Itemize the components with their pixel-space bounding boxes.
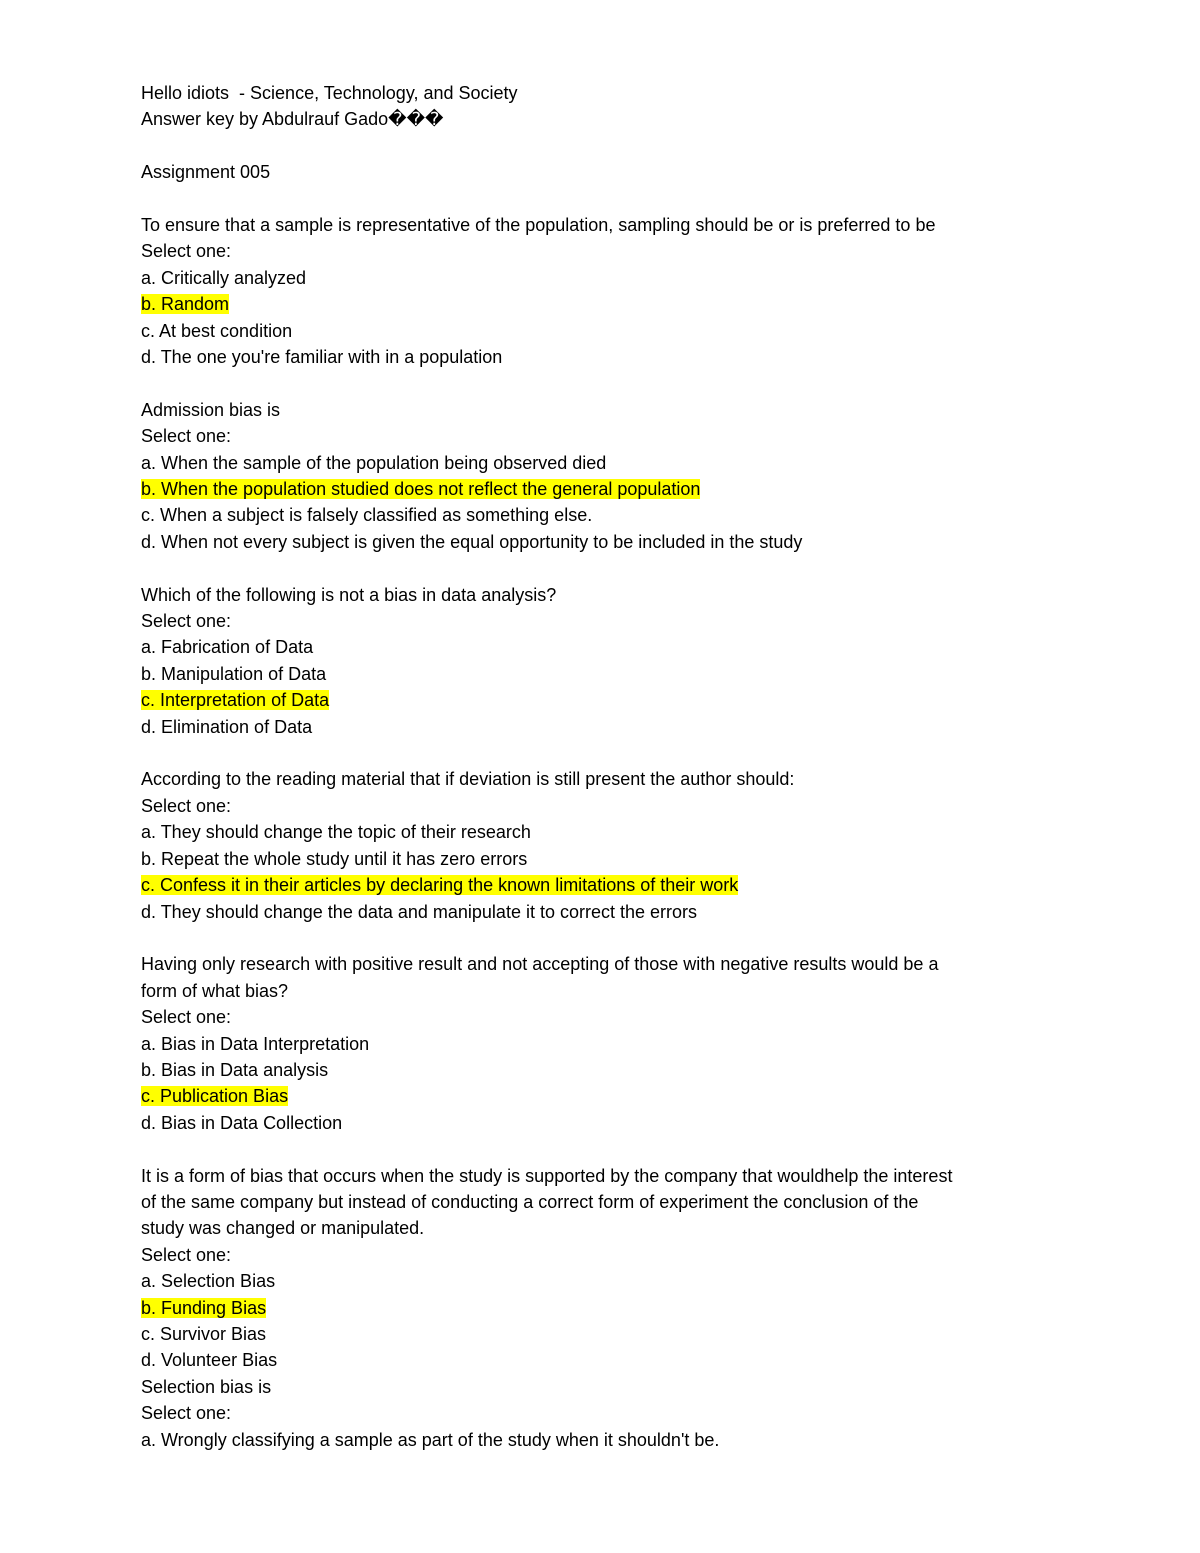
answer-option-correct	[141, 1295, 1061, 1321]
answer-option-text: a. Bias in Data Interpretation	[141, 1033, 370, 1054]
answer-option-text: b. Funding Bias	[141, 1297, 267, 1318]
question-prompt: Having only research with positive result and not accepting of those with negative results would be a	[141, 954, 939, 975]
answer-option	[141, 1427, 1061, 1453]
blank-line	[141, 555, 1061, 581]
answer-option-text: c. Confess it in their articles by declaring the known limitations of their work	[141, 875, 739, 896]
answer-option	[141, 899, 1061, 925]
question-prompt: Admission bias is	[141, 399, 281, 420]
blank-line	[141, 133, 1061, 159]
question-block	[141, 212, 1061, 370]
select-one-label: Select one:	[141, 426, 232, 447]
answer-option	[141, 450, 1061, 476]
answer-option	[141, 1321, 1061, 1347]
answer-option-text: a. When the sample of the population being observed died	[141, 452, 607, 473]
blank-line	[141, 1136, 1061, 1162]
blank-line	[141, 370, 1061, 396]
answer-option-text: b. Manipulation of Data	[141, 663, 327, 684]
answer-option-text: a. Selection Bias	[141, 1271, 276, 1292]
answer-option	[141, 318, 1061, 344]
answer-option-text: a. Wrongly classifying a sample as part of the study when it shouldn't be.	[141, 1429, 720, 1450]
answer-option-correct	[141, 291, 1061, 317]
answer-option	[141, 344, 1061, 370]
answer-option-text: d. Elimination of Data	[141, 716, 313, 737]
question-block	[141, 582, 1061, 740]
question-prompt: study was changed or manipulated.	[141, 1218, 425, 1239]
answer-option	[141, 1110, 1061, 1136]
answer-option-text: d. Bias in Data Collection	[141, 1112, 343, 1133]
question-block	[141, 1374, 1061, 1453]
question-prompt: To ensure that a sample is representative of the population, sampling should be or is preferred to be	[141, 215, 936, 235]
answer-option	[141, 661, 1061, 687]
answer-option-text: c. Interpretation of Data	[141, 690, 330, 711]
answer-option-text: b. Random	[141, 294, 230, 315]
answer-option-text: b. Bias in Data analysis	[141, 1059, 329, 1080]
answer-option-correct	[141, 872, 1061, 898]
answer-option-text: b. When the population studied does not reflect the general population	[141, 479, 701, 500]
assignment-label: Assignment 005	[141, 162, 271, 183]
answer-option	[141, 846, 1061, 872]
select-one-label: Select one:	[141, 1403, 232, 1424]
answer-option	[141, 1347, 1061, 1373]
answer-option-correct	[141, 1083, 1061, 1109]
answer-option-text: b. Repeat the whole study until it has zero errors	[141, 848, 528, 869]
question-prompt: According to the reading material that if deviation is still present the author should:	[141, 769, 795, 790]
answer-option-text: d. Volunteer Bias	[141, 1350, 278, 1371]
answer-option-text: d. The one you're familiar with in a population	[141, 347, 503, 368]
question-prompt: form of what bias?	[141, 980, 289, 1001]
select-one-label: Select one:	[141, 1244, 232, 1265]
answer-option-correct	[141, 687, 1061, 713]
blank-line	[141, 925, 1061, 951]
answer-option	[141, 714, 1061, 740]
answer-option-text: c. Survivor Bias	[141, 1323, 267, 1344]
question-prompt: Selection bias is	[141, 1376, 272, 1397]
select-one-label: Select one:	[141, 241, 232, 262]
select-one-label: Select one:	[141, 1007, 232, 1028]
document-title: Hello idiots - Science, Technology, and Society	[141, 83, 518, 103]
answer-option	[141, 819, 1061, 845]
answer-option-text: c. At best condition	[141, 320, 293, 341]
question-prompt: It is a form of bias that occurs when the study is supported by the company that wouldhelp the interest	[141, 1165, 953, 1186]
answer-option-text: c. Publication Bias	[141, 1086, 289, 1107]
question-prompt: of the same company but instead of conducting a correct form of experiment the conclusion of the	[141, 1191, 919, 1212]
question-prompt: Which of the following is not a bias in data analysis?	[141, 584, 557, 605]
blank-line	[141, 740, 1061, 766]
answer-option	[141, 1268, 1061, 1294]
answer-option-text: a. Fabrication of Data	[141, 637, 314, 658]
answer-option-text: c. When a subject is falsely classified as something else.	[141, 505, 593, 526]
question-block	[141, 951, 1061, 1136]
document-author: Answer key by Abdulrauf Gado���	[141, 109, 444, 130]
select-one-label: Select one:	[141, 611, 232, 632]
answer-option-text: d. They should change the data and manipulate it to correct the errors	[141, 901, 698, 922]
answer-option-text: a. Critically analyzed	[141, 267, 307, 288]
answer-option-text: d. When not every subject is given the equal opportunity to be included in the study	[141, 531, 803, 552]
answer-option-correct	[141, 476, 1061, 502]
question-block	[141, 1163, 1061, 1374]
question-block	[141, 766, 1061, 924]
answer-option	[141, 1057, 1061, 1083]
question-list	[141, 212, 1061, 1453]
answer-option	[141, 1031, 1061, 1057]
select-one-label: Select one:	[141, 795, 232, 816]
answer-option	[141, 634, 1061, 660]
document-body	[141, 80, 1061, 1453]
answer-option	[141, 529, 1061, 555]
answer-option	[141, 265, 1061, 291]
blank-line	[141, 186, 1061, 212]
answer-option-text: a. They should change the topic of their research	[141, 822, 531, 843]
question-block	[141, 397, 1061, 555]
answer-option	[141, 502, 1061, 528]
